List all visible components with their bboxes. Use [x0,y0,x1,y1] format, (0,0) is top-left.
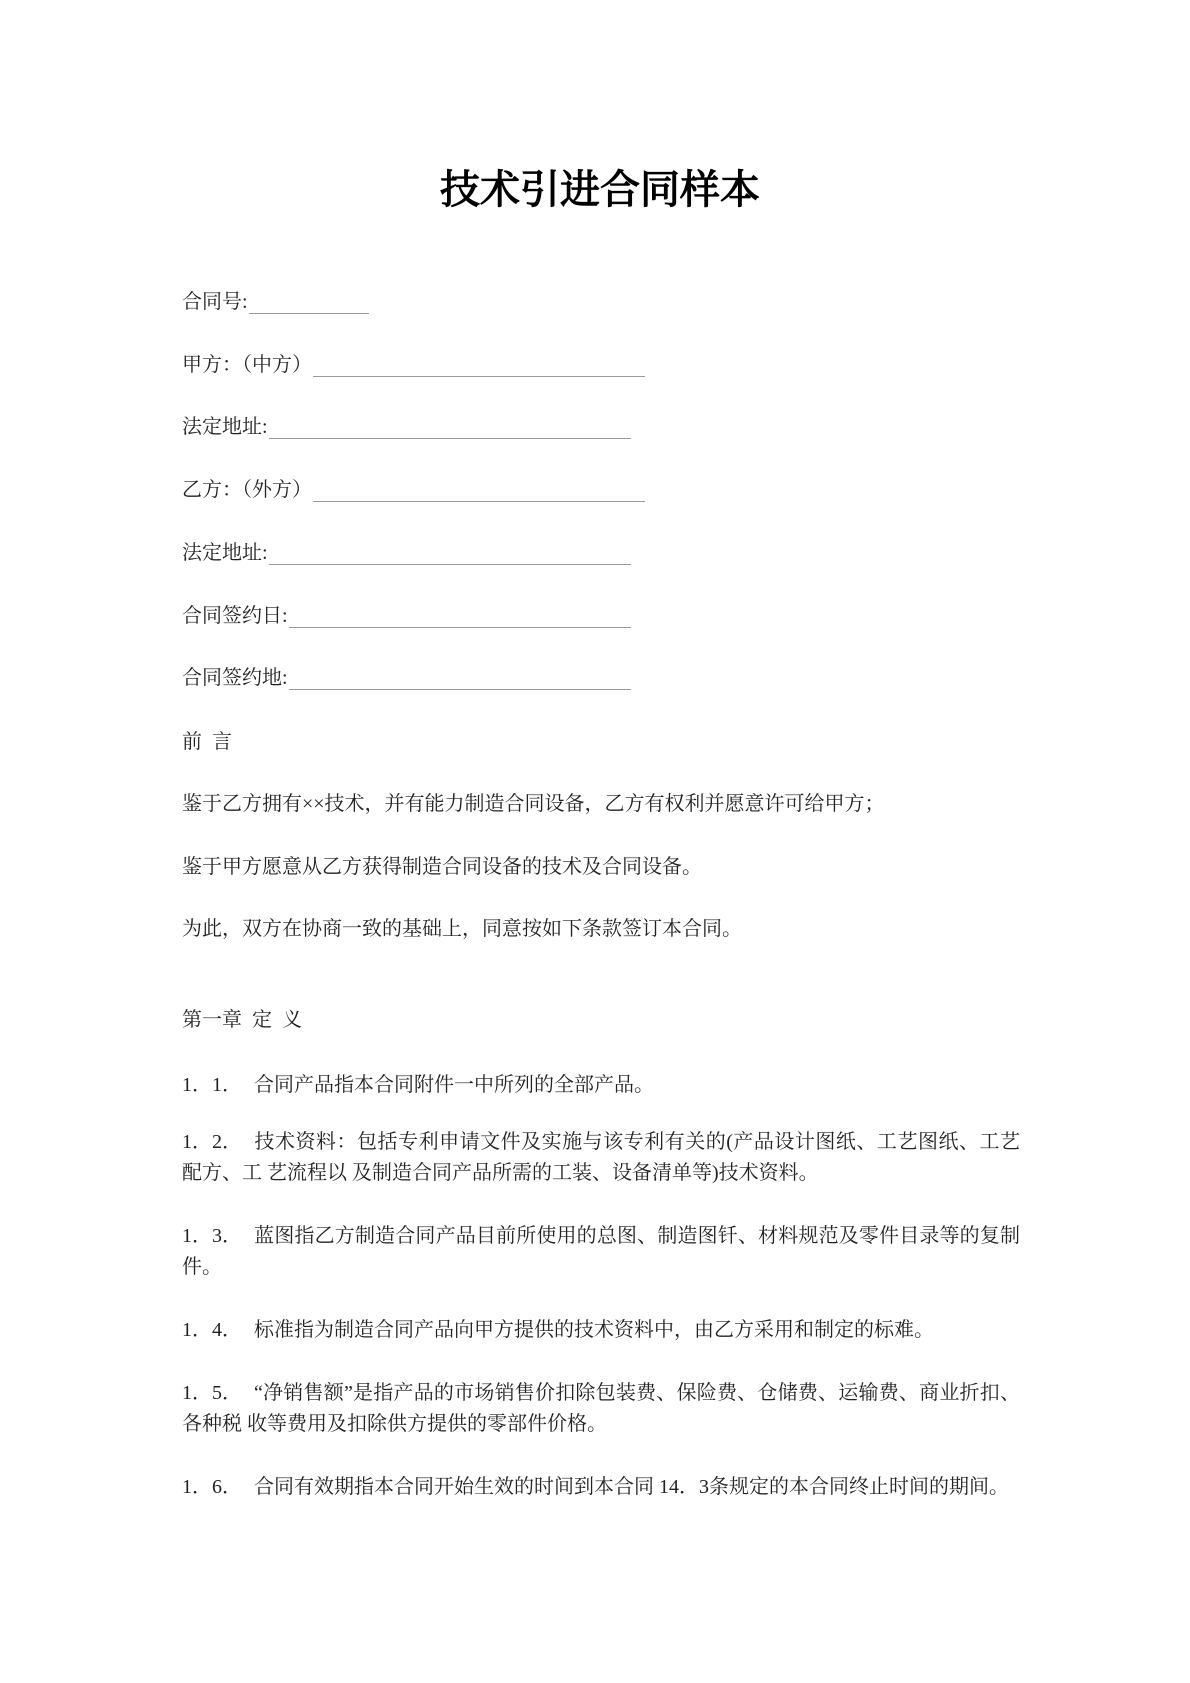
party-b-address-blank[interactable] [269,546,631,565]
clause-text: 标准指为制造合同产品向甲方提供的技术资料中，由乙方采用和制定的标难。 [254,1319,934,1341]
clause-1-6 [182,1472,1020,1503]
clause-text: 蓝图指乙方制造合同产品目前所使用的总图、制造图钎、材料规范及零件目录等的复制件。 [182,1225,1020,1278]
field-party-a-address [182,415,631,439]
clause-1-4 [182,1315,1020,1346]
contract-number-blank[interactable] [249,295,369,314]
preface-paragraph: 为此，双方在协商一致的基础上，同意按如下条款签订本合同。 [182,918,742,940]
field-party-b [182,478,645,502]
clause-number: 1．6． [182,1476,242,1498]
clause-number: 1．3． [182,1225,242,1247]
field-signing-place [182,666,631,690]
party-a-blank[interactable] [313,358,645,377]
signing-place-blank[interactable] [289,671,631,690]
field-label: 合同签约日: [182,605,288,627]
clause-number: 1．5． [182,1382,242,1404]
clause-text: 技术资料：包括专利申请文件及实施与该专利有关的(产品设计图纸、工艺图纸、工艺配方、工 艺流程以 及制造合同产品所需的工装、设备清单等)技术资料。 [182,1131,1020,1184]
field-label: 法定地址: [182,416,268,438]
field-label: 甲方：（中方） [182,354,312,376]
field-party-a [182,353,645,377]
party-b-blank[interactable] [313,483,645,502]
clause-number: 1．2． [182,1131,242,1153]
clause-1-1 [182,1070,1020,1101]
field-label: 合同号: [182,291,248,313]
clause-text: 合同产品指本合同附件一中所列的全部产品。 [254,1074,654,1096]
clause-1-2 [182,1127,1020,1189]
clause-number: 1．1． [182,1074,242,1096]
field-label: 乙方：（外方） [182,479,312,501]
field-label: 法定地址: [182,542,268,564]
field-signing-date [182,604,631,628]
document-title: 技术引进合同样本 [440,167,760,213]
preface-heading: 前 言 [182,731,232,753]
field-party-b-address [182,541,631,565]
party-a-address-blank[interactable] [269,420,631,439]
field-contract-number [182,290,369,314]
clause-1-3 [182,1221,1020,1283]
chapter-1-heading: 第一章 定 义 [182,1009,302,1031]
clause-number: 1．4． [182,1319,242,1341]
signing-date-blank[interactable] [289,609,631,628]
preface-paragraph: 鉴于甲方愿意从乙方获得制造合同设备的技术及合同设备。 [182,856,702,878]
clause-text: 合同有效期指本合同开始生效的时间到本合同 14．3条规定的本合同终止时间的期间。 [254,1476,1009,1498]
clause-1-5 [182,1378,1020,1440]
field-label: 合同签约地: [182,667,288,689]
clause-text: “净销售额”是指产品的市场销售价扣除包装费、保险费、仓储费、运输费、商业折扣、各种税 收等费用及扣除供方提供的零部件价格。 [182,1382,1020,1435]
preface-paragraph: 鉴于乙方拥有××技术，并有能力制造合同设备，乙方有权利并愿意许可给甲方； [182,793,885,815]
